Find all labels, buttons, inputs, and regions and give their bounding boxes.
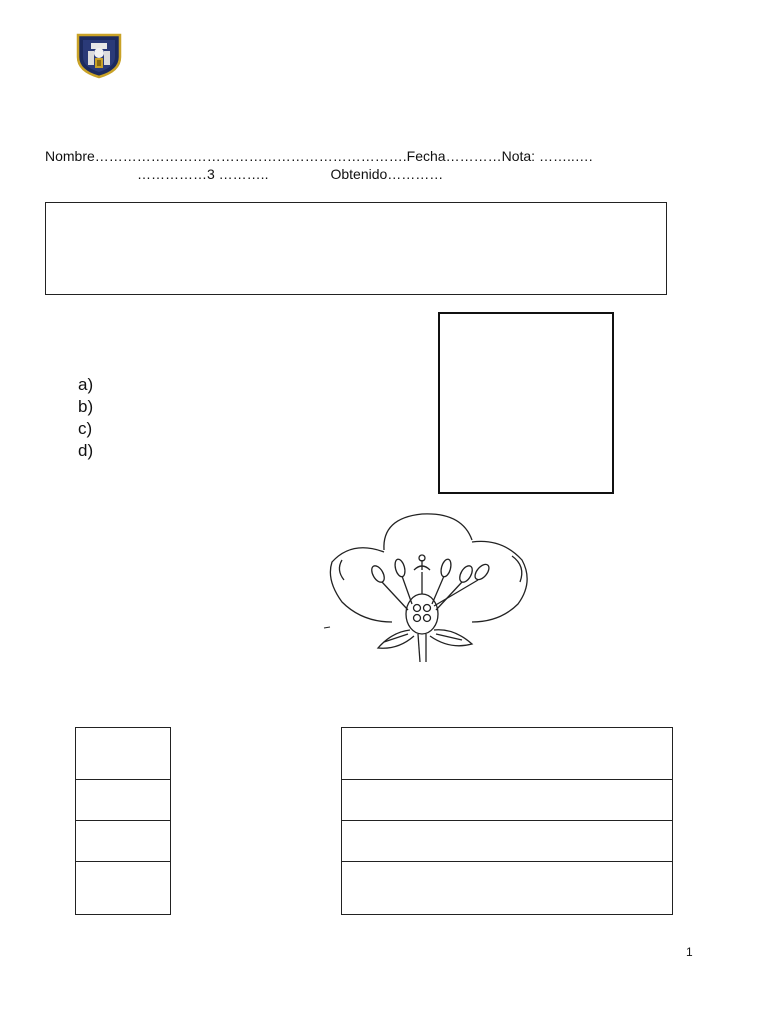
- option-a: a): [78, 375, 94, 394]
- matching-table-left: [75, 727, 171, 915]
- right-cell[interactable]: [342, 862, 673, 915]
- matching-table-right: [341, 727, 673, 915]
- left-cell[interactable]: [76, 862, 171, 915]
- obtained-blank: Obtenido…………: [330, 166, 444, 182]
- left-cell[interactable]: [76, 780, 171, 821]
- page-number: 1: [686, 945, 693, 959]
- answer-options: [78, 374, 93, 462]
- right-cell[interactable]: [342, 821, 673, 862]
- left-cell[interactable]: [76, 821, 171, 862]
- option-c: c): [78, 419, 93, 438]
- option-d: d): [78, 441, 94, 460]
- flower-cross-section-illustration: [322, 510, 536, 666]
- student-info-line: Nombre………………………………………………………….Fecha…………Nota: ……..….: [45, 148, 593, 164]
- right-cell[interactable]: [342, 780, 673, 821]
- right-cell[interactable]: [342, 728, 673, 780]
- left-cell[interactable]: [76, 728, 171, 780]
- instructions-box: [45, 202, 667, 295]
- option-b: b): [78, 397, 94, 416]
- image-placeholder-box: [438, 312, 614, 494]
- school-shield-crest-icon: [74, 31, 124, 79]
- score-blank: ……………3 ………..: [137, 166, 269, 182]
- grade-info-line: [137, 166, 443, 182]
